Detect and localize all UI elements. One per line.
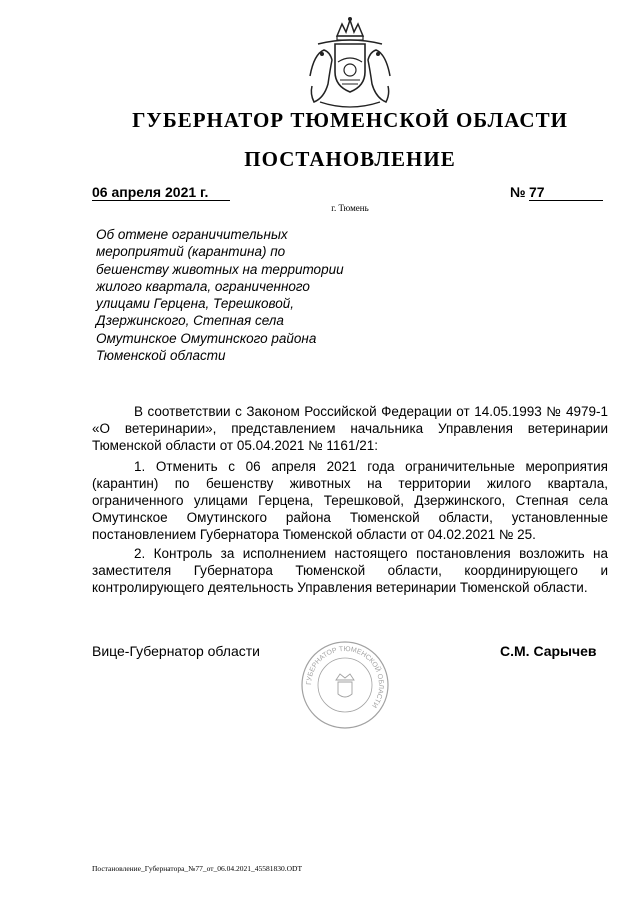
body-paragraph-item-2 bbox=[92, 545, 608, 596]
body-paragraph-preamble bbox=[92, 403, 608, 454]
signatory-name: С.М. Сарычев bbox=[500, 643, 597, 659]
subject-line: жилого квартала, ограниченного bbox=[96, 278, 310, 294]
subject-line: Тюменской области bbox=[96, 348, 226, 364]
document-date: 06 апреля 2021 г. bbox=[92, 184, 230, 201]
paragraph-text: В соответствии с Законом Российской Федерации от 14.05.1993 № 4979-1 «О ветеринарии», представлением начальника Управления ветеринарии Тюменской области от 05.04.2021 № 1161/21: bbox=[92, 404, 608, 453]
paragraph-text: 1. Отменить с 06 апреля 2021 года ограничительные мероприятия (карантин) по бешенству животных на территории жилого квартала, ограниченного улицами Герцена, Терешковой, Дзержинского, Степная села Омутинское Омутинского района Тюменской области, установленные постановлением Губернатора Тюменской области от 04.02.2021 № 25. bbox=[92, 459, 608, 542]
document-number-label: № bbox=[510, 184, 526, 200]
body-paragraph-item-1 bbox=[92, 458, 608, 543]
official-seal bbox=[300, 640, 390, 730]
signatory-position: Вице-Губернатор области bbox=[92, 643, 260, 659]
document-number: 77 bbox=[529, 184, 603, 201]
document-type-title: ПОСТАНОВЛЕНИЕ bbox=[244, 147, 456, 171]
issuing-authority-title: ГУБЕРНАТОР ТЮМЕНСКОЙ ОБЛАСТИ bbox=[132, 108, 568, 132]
coat-of-arms-emblem bbox=[290, 14, 410, 114]
subject-line: бешенству животных на территории bbox=[96, 261, 344, 277]
footer-filename: Постановление_Губернатора_№77_от_06.04.2021_45581830.ODT bbox=[92, 864, 303, 873]
subject-line: Омутинское Омутинского района bbox=[96, 330, 317, 346]
document-city: г. Тюмень bbox=[331, 203, 369, 213]
subject-line: улицами Герцена, Терешковой, bbox=[96, 296, 294, 312]
seal-text: ГУБЕРНАТОР ТЮМЕНСКОЙ ОБЛАСТИ bbox=[305, 645, 385, 709]
subject-line: Дзержинского, Степная села bbox=[96, 313, 284, 329]
subject-line: мероприятий (карантина) по bbox=[96, 244, 286, 260]
document-subject bbox=[96, 226, 376, 364]
subject-line: Об отмене ограничительных bbox=[96, 227, 288, 242]
paragraph-text: 2. Контроль за исполнением настоящего постановления возложить на заместителя Губернатора Тюменской области, координирующего и контролирующего деятельность Управления ветеринарии Тюменской области. bbox=[92, 546, 608, 595]
